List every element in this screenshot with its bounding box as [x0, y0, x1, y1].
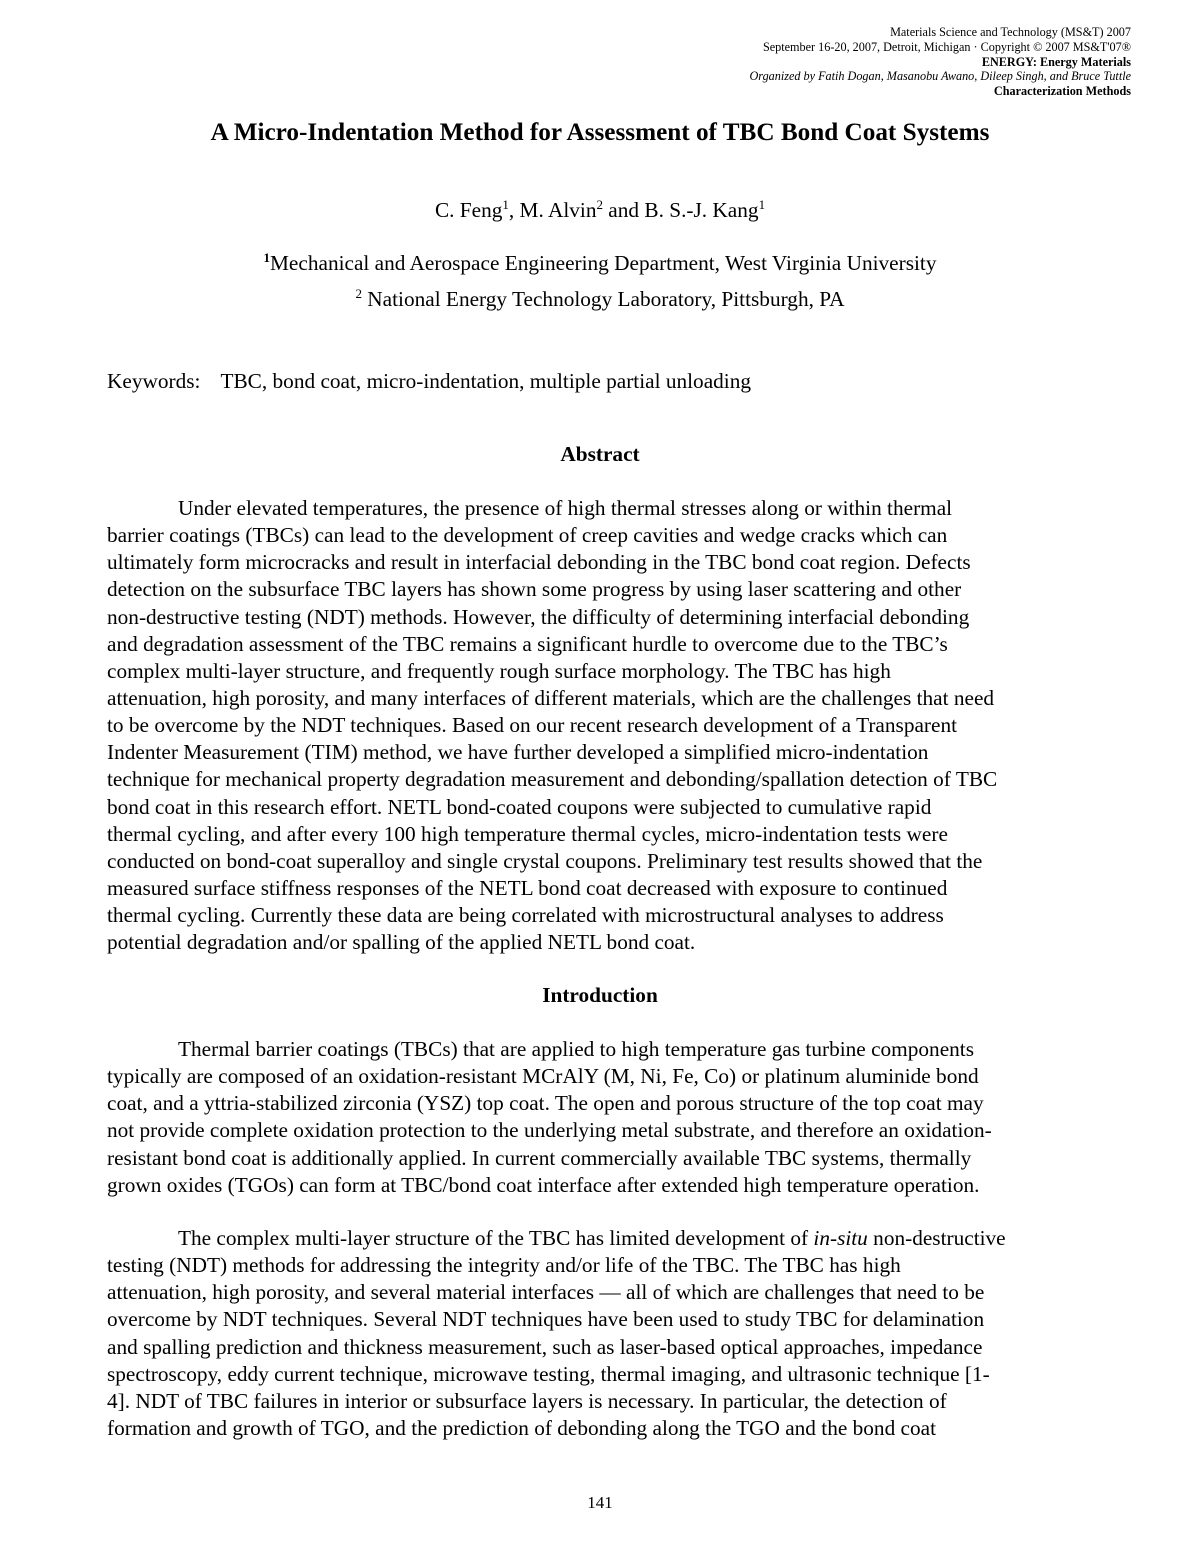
- italic-term: in-situ: [813, 1226, 868, 1250]
- author-name: B. S.-J. Kang: [644, 198, 759, 222]
- text-line: to be overcome by the NDT techniques. Based on our recent research development of a Transparent: [107, 713, 958, 738]
- affiliation-text: National Energy Technology Laboratory, Pittsburgh, PA: [361, 287, 845, 311]
- text-line: and degradation assessment of the TBC remains a significant hurdle to overcome due to the TBC’s: [107, 631, 948, 656]
- affiliation-mark: 1: [263, 250, 270, 265]
- text-line: thermal cycling. Currently these data are being correlated with microstructural analyses to address: [107, 903, 944, 928]
- text-run: non-destructive: [867, 1226, 1006, 1250]
- author-affiliation-mark: 1: [758, 197, 766, 212]
- affiliation-mark: 2: [355, 286, 362, 301]
- keywords: [107, 367, 751, 395]
- introduction-heading: Introduction: [542, 983, 658, 1007]
- author-affiliation-mark: 1: [502, 197, 509, 212]
- header-symposium: ENERGY: Energy Materials: [981, 54, 1131, 69]
- text-line: conducted on bond-coat superalloy and single crystal coupons. Preliminary test results showed that the: [107, 848, 983, 873]
- text-line: Indenter Measurement (TIM) method, we have further developed a simplified micro-indentation: [107, 740, 929, 765]
- author-separator: and: [602, 198, 645, 222]
- paper-title: A Micro-Indentation Method for Assessment of TBC Bond Coat Systems: [210, 119, 990, 146]
- keywords-label: Keywords:: [107, 369, 201, 393]
- abstract-paragraph: [107, 495, 1097, 956]
- page-number: 141: [587, 1493, 613, 1512]
- text-line: non-destructive testing (NDT) methods. However, the difficulty of determining interfacial debonding: [107, 604, 970, 629]
- text-line: ultimately form microcracks and result in interfacial debonding in the TBC bond coat region. Defects: [107, 550, 971, 575]
- introduction-paragraph-1: [107, 1036, 1097, 1199]
- text-line: typically are composed of an oxidation-resistant MCrAlY (M, Ni, Fe, Co) or platinum aluminide bond: [107, 1064, 979, 1089]
- text-line: Under elevated temperatures, the presence of high thermal stresses along or within thermal: [178, 496, 953, 520]
- affiliation-text: Mechanical and Aerospace Engineering Department, West Virginia University: [270, 251, 937, 275]
- text-line: technique for mechanical property degradation measurement and debonding/spallation detection of TBC: [107, 767, 998, 792]
- text-line: grown oxides (TGOs) can form at TBC/bond coat interface after extended high temperature operation.: [107, 1172, 980, 1197]
- text-line: potential degradation and/or spalling of the applied NETL bond coat.: [107, 930, 696, 955]
- author-list: [0, 196, 1200, 227]
- text-line: bond coat in this research effort. NETL bond-coated coupons were subjected to cumulative rapid: [107, 794, 932, 819]
- text-line: [107, 1225, 1097, 1252]
- text-line: measured surface stiffness responses of the NETL bond coat decreased with exposure to continued: [107, 875, 948, 900]
- text-line: coat, and a yttria-stabilized zirconia (YSZ) top coat. The open and porous structure of the top coat may: [107, 1091, 984, 1116]
- text-line: attenuation, high porosity, and many interfaces of different materials, which are the challenges that need: [107, 685, 995, 710]
- text-line: complex multi-layer structure, and frequently rough surface morphology. The TBC has high: [107, 658, 891, 683]
- abstract-heading: Abstract: [560, 442, 640, 466]
- text-line: resistant bond coat is additionally applied. In current commercially available TBC systems, thermally: [107, 1145, 972, 1170]
- conference-header: [431, 25, 1131, 99]
- author-affiliation-mark: 2: [596, 197, 603, 212]
- text-line: overcome by NDT techniques. Several NDT techniques have been used to study TBC for delamination: [107, 1307, 985, 1332]
- introduction-paragraph-2: [107, 1225, 1097, 1442]
- header-conference-name: Materials Science and Technology (MS&T) 2007: [890, 25, 1131, 39]
- text-line: 4]. NDT of TBC failures in interior or subsurface layers is necessary. In particular, the detection of: [107, 1388, 947, 1413]
- affiliation-2: [0, 285, 1200, 316]
- text-line: detection on the subsurface TBC layers has shown some progress by using laser scattering and other: [107, 577, 962, 602]
- keywords-text: TBC, bond coat, micro-indentation, multiple partial unloading: [220, 369, 752, 393]
- author-separator: ,: [508, 198, 520, 222]
- text-line: attenuation, high porosity, and several material interfaces — all of which are challenges that need to be: [107, 1280, 985, 1305]
- author-name: M. Alvin: [519, 198, 597, 222]
- text-line: formation and growth of TGO, and the prediction of debonding along the TGO and the bond coat: [107, 1415, 937, 1440]
- affiliation-1: [0, 249, 1200, 280]
- author-name: C. Feng: [434, 198, 503, 222]
- header-organizers: Organized by Fatih Dogan, Masanobu Awano, Dileep Singh, and Bruce Tuttle: [749, 69, 1131, 84]
- text-line: barrier coatings (TBCs) can lead to the development of creep cavities and wedge cracks which can: [107, 523, 948, 548]
- text-line: spectroscopy, eddy current technique, microwave testing, thermal imaging, and ultrasonic technique [1-: [107, 1361, 990, 1386]
- text-line: not provide complete oxidation protection to the underlying metal substrate, and therefore an oxidation-: [107, 1118, 992, 1143]
- text-line: testing (NDT) methods for addressing the integrity and/or life of the TBC. The TBC has high: [107, 1253, 901, 1278]
- text-line: Thermal barrier coatings (TBCs) that are applied to high temperature gas turbine components: [178, 1037, 975, 1061]
- text-run: The complex multi-layer structure of the TBC has limited development of: [178, 1226, 814, 1250]
- text-line: and spalling prediction and thickness measurement, such as laser-based optical approaches, impedance: [107, 1334, 983, 1359]
- header-session: Characterization Methods: [993, 84, 1131, 99]
- header-date-copyright: September 16-20, 2007, Detroit, Michigan · Copyright © 2007 MS&T'07®: [762, 39, 1131, 54]
- text-line: thermal cycling, and after every 100 high temperature thermal cycles, micro-indentation tests were: [107, 821, 948, 846]
